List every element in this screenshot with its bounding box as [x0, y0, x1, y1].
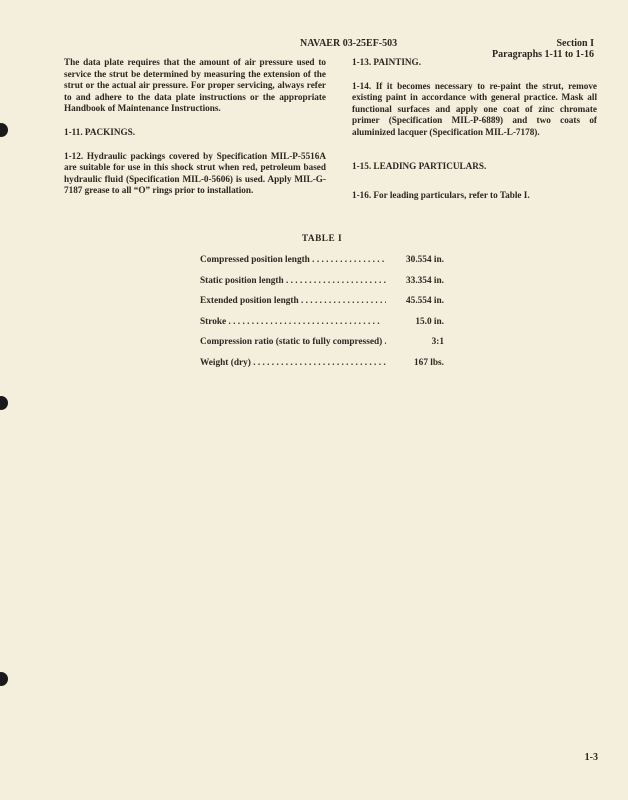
- paragraph-range: Paragraphs 1-11 to 1-16: [492, 49, 594, 60]
- section-label: Section I: [556, 38, 594, 49]
- row-label: Compressed position length . . .: [200, 255, 386, 265]
- row-label: Weight (dry) . . .: [200, 358, 386, 368]
- row-label: Stroke . . .: [200, 317, 386, 327]
- heading-painting: 1-13. PAINTING.: [352, 57, 421, 67]
- row-value: 33.354 in.: [406, 275, 444, 286]
- page-number: 1-3: [584, 752, 598, 763]
- intro-paragraph: The data plate requires that the amount of air pressure used to service the strut be determined by measuring the extension of the strut or the actual air pressure. For proper servicing, always refer to and adhere to the data plate instructions or the appropriate Handbook of Maintenance Instructions.: [64, 57, 326, 114]
- heading-packings: 1-11. PACKINGS.: [64, 126, 136, 137]
- row-label: Static position length . . .: [200, 276, 386, 286]
- binder-hole: [0, 672, 8, 686]
- table-row: [200, 296, 444, 317]
- row-value: 30.554 in.: [406, 255, 444, 265]
- table-title: TABLE I: [301, 234, 343, 244]
- table-row: [200, 317, 444, 338]
- paragraph-1-12: 1-12. Hydraulic packings covered by Specification MIL-P-5516A are suitable for use in this shock strut when red, petroleum based hydraulic fluid (Specification MIL-0-5606) is used. Apply MIL-G-7187 grease to all “O” rings prior to installation.: [64, 150, 326, 196]
- row-value: 45.554 in.: [406, 296, 444, 306]
- document-number: NAVAER 03-25EF-503: [300, 38, 398, 49]
- row-value: 3:1: [431, 337, 444, 347]
- table-row: [200, 358, 444, 379]
- row-value: 167 lbs.: [414, 357, 444, 368]
- binder-hole: [0, 123, 8, 137]
- paragraph-1-14: 1-14. If it becomes necessary to re-paint the strut, remove existing paint in accordance with general practice. Mask all functional surfaces and apply one coat of zinc chromate primer (Specification MIL-P-6889) and two coats of aluminized lacquer (Specification MIL-L-7178).: [352, 80, 597, 137]
- heading-leading-particulars: 1-15. LEADING PARTICULARS.: [352, 160, 487, 171]
- left-column: [64, 57, 326, 209]
- table-row: [200, 255, 444, 276]
- row-value: 15.0 in.: [415, 316, 444, 327]
- table-leading-particulars: [200, 234, 444, 378]
- right-column: [352, 57, 597, 214]
- table-row: [200, 337, 444, 358]
- row-label: Extended position length . . .: [200, 296, 386, 306]
- paragraph-1-16: 1-16. For leading particulars, refer to Table I.: [352, 190, 530, 201]
- table-row: [200, 276, 444, 297]
- row-label: Compression ratio (static to fully compressed) . . .: [200, 337, 386, 347]
- binder-hole: [0, 396, 8, 410]
